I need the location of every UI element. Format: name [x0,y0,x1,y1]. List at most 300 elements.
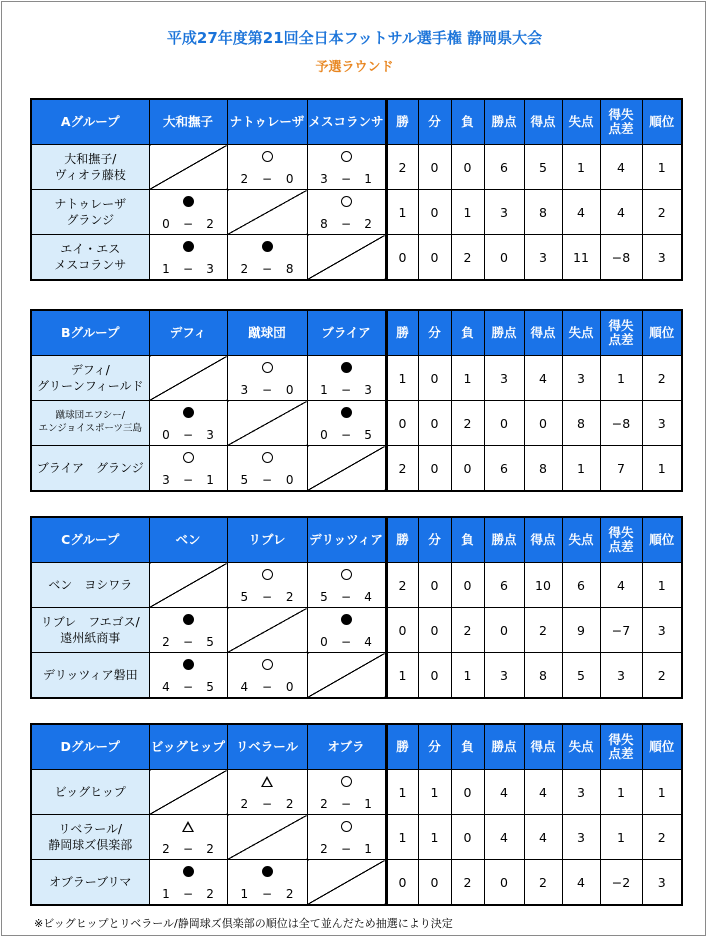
table-row [31,608,682,653]
loss-circle-icon [183,407,194,418]
match-score [150,428,227,442]
score-part: − [340,172,352,186]
loss-circle-icon [341,362,352,373]
loss-circle-icon [262,866,273,877]
stat-value: 1 [600,770,642,815]
stat-value: 1 [642,145,682,190]
footnote: ※ビッグヒップとリベラール/静岡球ズ倶楽部の順位は全て並んだため抽選により決定 [34,917,453,930]
self-match-diagonal [307,653,386,699]
match-result [307,401,386,446]
score-part: − [340,428,352,442]
opponent-header: ナトゥレーザ [227,99,307,145]
score-part: − [182,428,194,442]
stat-value: 1 [418,770,451,815]
stat-header: 勝点 [484,724,524,770]
stat-value: 0 [451,563,484,608]
result-mark [150,866,227,878]
stat-value: 0 [484,401,524,446]
stat-value: 1 [418,815,451,860]
stat-value: 8 [524,446,562,492]
stat-header: 失点 [562,310,600,356]
table-row [31,235,682,281]
stat-value: 0 [484,860,524,906]
table-row [31,770,682,815]
match-score [308,172,385,186]
score-part: 2 [320,842,328,856]
match-score [228,797,307,811]
score-part: 2 [206,217,214,231]
stat-value: 3 [484,356,524,401]
stat-value: 0 [418,190,451,235]
table-row [31,145,682,190]
stat-header: 勝 [386,99,418,145]
stat-header: 分 [418,517,451,563]
stat-value: 0 [418,145,451,190]
stat-value: 2 [386,563,418,608]
score-part: 2 [206,842,214,856]
group-table [30,723,683,906]
stat-value: −8 [600,401,642,446]
score-part: 8 [320,217,328,231]
self-match-diagonal [149,563,227,608]
match-score [228,473,307,487]
self-match-diagonal [227,190,307,235]
stat-value: 1 [386,653,418,699]
match-score [308,635,385,649]
stat-header: 得点 [524,517,562,563]
stat-value: 3 [642,608,682,653]
stat-header [600,310,642,356]
match-result [227,145,307,190]
team-name: 大和撫子/ ヴィオラ藤枝 [31,145,149,190]
stat-header: 勝点 [484,99,524,145]
stat-value: 2 [642,653,682,699]
stat-value: 1 [562,145,600,190]
stat-value: 6 [484,563,524,608]
score-part: − [261,383,273,397]
result-mark [228,151,307,163]
result-mark [308,821,385,833]
stat-value: 3 [562,356,600,401]
match-score [150,473,227,487]
stat-value: 3 [600,653,642,699]
self-match-diagonal [307,446,386,492]
result-mark [308,569,385,581]
match-score [228,172,307,186]
score-part: 1 [206,473,214,487]
win-circle-icon [341,569,352,580]
score-part: − [261,590,273,604]
stat-value: 2 [642,356,682,401]
stat-value: 1 [562,446,600,492]
team-name: ベン ヨシワラ [31,563,149,608]
win-circle-icon [183,452,194,463]
match-score [150,217,227,231]
match-score [228,887,307,901]
stat-value: 0 [418,608,451,653]
score-part: 1 [364,172,372,186]
stat-value: 4 [600,145,642,190]
table-header-row [31,517,682,563]
stat-value: −2 [600,860,642,906]
stat-header: 得点 [524,99,562,145]
stat-value: 2 [451,860,484,906]
stat-value: 1 [386,815,418,860]
stat-value: 0 [418,446,451,492]
match-score [308,797,385,811]
stat-value: 11 [562,235,600,281]
match-score [228,383,307,397]
stat-header-label: 得失 点差 [608,731,634,761]
stat-header-label: 得失 点差 [608,317,634,347]
result-mark [228,659,307,671]
stat-header: 得点 [524,724,562,770]
score-part: − [182,680,194,694]
self-match-diagonal [149,770,227,815]
score-part: 4 [162,680,170,694]
score-part: 2 [206,887,214,901]
match-result [307,608,386,653]
stat-value: 0 [418,235,451,281]
score-part: − [182,217,194,231]
group-table [30,516,683,699]
page-title: 平成27年度第21回全日本フットサル選手権 静岡県大会 [166,29,543,47]
opponent-header: 蹴球団 [227,310,307,356]
score-part: 1 [364,842,372,856]
result-mark [228,866,307,878]
draw-triangle-icon [182,821,194,832]
score-part: 0 [162,428,170,442]
score-part: 2 [285,590,294,604]
stat-value: 2 [386,446,418,492]
match-result [149,446,227,492]
result-mark [228,569,307,581]
match-result [307,815,386,860]
team-name: エイ・エス メスコランサ [31,235,149,281]
score-part: − [261,172,273,186]
stat-value: 2 [451,235,484,281]
score-part: − [340,383,352,397]
score-part: − [340,635,352,649]
opponent-header: メスコランサ [307,99,386,145]
score-part: 2 [162,635,170,649]
match-result [227,860,307,906]
result-mark [150,821,227,833]
stat-header [600,99,642,145]
stat-value: 4 [600,190,642,235]
result-mark [228,241,307,253]
result-mark [228,776,307,788]
stat-value: 1 [600,356,642,401]
stat-value: 1 [600,815,642,860]
stat-value: 1 [386,356,418,401]
stat-value: 2 [451,608,484,653]
result-mark [308,196,385,208]
stat-header: 勝 [386,310,418,356]
stat-value: 1 [451,653,484,699]
stat-value: 0 [524,401,562,446]
stat-value: 0 [386,860,418,906]
score-part: 0 [285,383,294,397]
score-part: 3 [162,473,170,487]
stat-value: 4 [484,770,524,815]
result-mark [228,452,307,464]
stat-value: 2 [524,608,562,653]
match-result [149,190,227,235]
stat-value: 4 [600,563,642,608]
team-name: デリッツィア磐田 [31,653,149,699]
score-part: 4 [364,590,372,604]
stat-header: 負 [451,724,484,770]
score-part: 4 [240,680,249,694]
stat-header: 順位 [642,517,682,563]
opponent-header: リベラール [227,724,307,770]
self-match-diagonal [227,815,307,860]
score-part: 0 [320,635,328,649]
match-result [307,190,386,235]
loss-circle-icon [183,614,194,625]
stat-value: 0 [386,235,418,281]
score-part: 4 [364,635,372,649]
stat-value: 0 [418,401,451,446]
score-part: 0 [285,680,294,694]
table-row [31,860,682,906]
opponent-header: ベン [149,517,227,563]
score-part: 5 [364,428,372,442]
stat-header: 分 [418,724,451,770]
stat-value: 3 [642,401,682,446]
stat-header: 負 [451,517,484,563]
score-part: − [340,842,352,856]
stat-value: 0 [484,235,524,281]
draw-triangle-icon [261,776,273,787]
stat-value: 0 [451,446,484,492]
team-name: オブラーブリマ [31,860,149,906]
stat-value: 5 [562,653,600,699]
match-result [227,653,307,699]
stat-value: 2 [451,401,484,446]
score-part: 1 [364,797,372,811]
stat-value: 0 [451,770,484,815]
loss-circle-icon [341,614,352,625]
stat-header [600,517,642,563]
stat-value: 0 [418,356,451,401]
team-name: 蹴球団エフシー/ エンジョイスポーツ三島 [31,401,149,446]
match-result [149,235,227,281]
stat-value: 8 [524,653,562,699]
score-part: 2 [364,217,372,231]
stat-value: 3 [484,190,524,235]
score-part: − [261,473,273,487]
match-score [150,680,227,694]
score-part: 1 [320,383,328,397]
score-part: 5 [320,590,328,604]
win-circle-icon [262,362,273,373]
stat-value: 1 [451,190,484,235]
match-score [228,590,307,604]
result-mark [308,776,385,788]
match-result [227,770,307,815]
stat-value: −8 [600,235,642,281]
result-mark [308,151,385,163]
stat-header: 順位 [642,99,682,145]
score-part: 3 [364,383,372,397]
group-table [30,98,683,281]
score-part: − [340,797,352,811]
team-name: リブレ フエゴス/ 遠州紙商事 [31,608,149,653]
score-part: 8 [285,262,294,276]
loss-circle-icon [262,241,273,252]
table-row [31,401,682,446]
table-header-row [31,724,682,770]
score-part: − [182,887,194,901]
team-name: ブライア グランジ [31,446,149,492]
team-name: ナトゥレーザ グランジ [31,190,149,235]
group-table [30,309,683,492]
opponent-header: デリッツィア [307,517,386,563]
stat-header: 分 [418,310,451,356]
match-result [149,653,227,699]
result-mark [150,196,227,208]
stat-value: 0 [386,401,418,446]
loss-circle-icon [341,407,352,418]
match-score [150,887,227,901]
match-score [308,217,385,231]
score-part: 2 [285,887,294,901]
stat-header: 分 [418,99,451,145]
stat-value: 0 [484,608,524,653]
result-mark [150,614,227,626]
stat-value: 7 [600,446,642,492]
score-part: 0 [285,473,294,487]
stat-value: 8 [562,401,600,446]
score-part: 0 [320,428,328,442]
win-circle-icon [341,821,352,832]
group-name: Dグループ [31,724,149,770]
match-result [227,563,307,608]
score-part: − [261,797,273,811]
stat-value: 1 [386,770,418,815]
match-score [150,262,227,276]
match-score [308,383,385,397]
match-result [149,815,227,860]
score-part: 5 [240,473,249,487]
score-part: 2 [285,797,294,811]
score-part: 2 [240,797,249,811]
stat-value: 1 [642,563,682,608]
match-result [149,860,227,906]
table-row [31,446,682,492]
stat-value: 3 [642,860,682,906]
group-name: Cグループ [31,517,149,563]
table-header-row [31,310,682,356]
stat-value: 0 [451,815,484,860]
stat-value: 0 [451,145,484,190]
score-part: 1 [240,887,249,901]
match-score [308,428,385,442]
stat-header: 得点 [524,310,562,356]
result-mark [150,407,227,419]
stat-header: 勝点 [484,310,524,356]
table-row [31,815,682,860]
opponent-header: デフィ [149,310,227,356]
win-circle-icon [262,659,273,670]
stat-value: 3 [524,235,562,281]
result-mark [150,241,227,253]
match-result [307,145,386,190]
self-match-diagonal [149,145,227,190]
match-result [307,770,386,815]
stat-value: 4 [524,356,562,401]
score-part: − [261,887,273,901]
self-match-diagonal [307,860,386,906]
win-circle-icon [262,569,273,580]
score-part: 2 [240,172,249,186]
stat-value: 3 [562,770,600,815]
stat-header: 勝 [386,517,418,563]
score-part: − [182,842,194,856]
stat-header: 失点 [562,99,600,145]
stat-value: 2 [642,815,682,860]
score-part: 3 [206,262,214,276]
result-mark [308,614,385,626]
loss-circle-icon [183,659,194,670]
match-result [227,446,307,492]
stat-value: 1 [642,770,682,815]
stat-value: 1 [386,190,418,235]
stat-header: 失点 [562,517,600,563]
table-header-row [31,99,682,145]
stat-value: 0 [418,653,451,699]
table-row [31,356,682,401]
stat-header: 勝 [386,724,418,770]
stat-value: 4 [524,770,562,815]
match-score [228,680,307,694]
stat-value: 1 [642,446,682,492]
match-score [150,635,227,649]
self-match-diagonal [149,356,227,401]
opponent-header: 大和撫子 [149,99,227,145]
score-part: 3 [206,428,214,442]
opponent-header: ブライア [307,310,386,356]
score-part: 1 [162,262,170,276]
score-part: 2 [162,842,170,856]
stat-header: 失点 [562,724,600,770]
score-part: − [182,262,194,276]
stat-header: 負 [451,310,484,356]
score-part: 3 [320,172,328,186]
match-score [308,590,385,604]
score-part: 1 [162,887,170,901]
stat-value: 4 [484,815,524,860]
stat-value: 9 [562,608,600,653]
win-circle-icon [262,151,273,162]
table-row [31,653,682,699]
table-row [31,563,682,608]
stat-value: 6 [562,563,600,608]
self-match-diagonal [227,401,307,446]
stat-value: 2 [642,190,682,235]
match-score [308,842,385,856]
stat-value: 6 [484,446,524,492]
stat-value: 3 [642,235,682,281]
self-match-diagonal [227,608,307,653]
result-mark [228,362,307,374]
result-mark [308,407,385,419]
result-mark [150,452,227,464]
score-part: − [182,473,194,487]
loss-circle-icon [183,866,194,877]
